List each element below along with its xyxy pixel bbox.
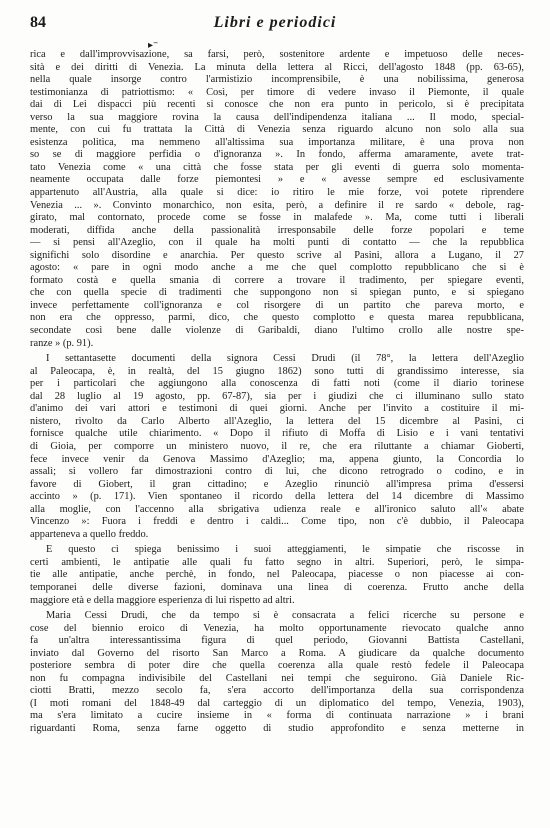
text-line: (I moti romani del 1848-49 dal carteggio di un diplomatico del tempo, Venezia, 1903), [30,697,524,709]
text-line: ma s'era limitato a cucire insieme in « forma di continuata narrazione » i brani [30,710,524,722]
text-line: ranze » (p. 91). [30,337,94,349]
text-line: sità e dei diritti di Venezia. La minuta della lettera al Ricci, dell'agosto 1848 (pp. 63-65), [30,61,524,73]
paragraph [30,610,524,735]
text-line: apparteneva a quello freddo. [30,528,149,540]
page-header [30,14,520,34]
text-line: Vincenzo »: Fuora i freddi e dentro i caldi... Come tipo, non c'è dubbio, il Paleocapa [30,516,524,528]
text-line: alla moglie, con l'accenno alla sbrigativa udienza reale e all'ironico saluto all'« abate [30,503,524,515]
text-line: significhi solo disordine e anarchia. Per questo scrive al Pasini, allora a Lugano, il 27 [30,249,524,261]
text-line: assalì; si vollero far dimostrazioni contro di lui, che dicono retrogrado o codino, e in [30,466,524,478]
text-line: fornisce qualche utile chiarimento. « Dopo il rifiuto di Moffa di Lisio e i vani tentativi [30,428,524,440]
text-line: per i particolari che aggiungono alla conoscenza di fatti noti (come il diario torinese [30,378,524,390]
text-line: — si pensi all'Azeglio, con il quale ha molti punti di contatto — che la repubblica [30,237,524,249]
paragraph [30,353,524,541]
text-line: secondate così bene dalle violenze di Garibaldi, diano l'ultimo crollo alle nostre spe- [30,325,524,337]
paragraph [30,544,524,607]
text-line: non era che oppresso, parmi, dico, che questo complotto e questa marea repubblicana, [30,312,524,324]
text-line: appartenuto all'Austria, alla quale si dice: io ritiro le mie forze, voi potete riprendere [30,187,524,199]
text-line: E questo ci spiega benissimo i suoi atteggiamenti, le simpatie che riscosse in [46,544,524,556]
text-body [30,49,524,736]
running-title: Libri e periodici [213,14,337,31]
text-line: dal 28 luglio al 19 agosto, pp. 67-87), sia per i giudizi che ci illuminano sullo stato [30,390,524,402]
text-line: cose del biennio eroico di Venezia, ha molto opportunamente rievocato qualche anno [30,622,524,634]
text-line: non fu compagna indivisibile del Castellani nei tempi che seguirono. Già Daniele Ric- [30,672,524,684]
text-line: Maria Cessi Drudi, che da tempo si è consacrata a felici ricerche su persone e [46,610,524,622]
text-line: posteriore sembra di poter dire che quella coerenza alla quale restò fedele il Paleocapa [30,660,524,672]
text-line: accinto » (p. 171). Vien spontaneo il ricordo della lettera del 14 dicembre di Massimo [30,491,524,503]
text-line: nistero, rivolto da Carlo Alberto all'Azeglio, la lettera del 15 dicembre al Pasini, ci [30,415,524,427]
text-line: Venezia ... ». Convinto monarchico, non esita, però, a definire il re sardo « debole, rag- [30,199,524,211]
text-line: invece perfettamente coll'ignoranza e col risorgere di un partito che pareva morto, e [30,299,524,311]
text-line: agosto: « pare in ogni modo anche a me che quel complotto repubblicano che si è [30,262,524,274]
text-line: ciotti Bratti, mezzo secolo fa, s'era accorto dell'importanza della sua corrispondenza [30,685,524,697]
text-line: rica e dall'improvvisazione, sa farsi, però, sostenitore ardente e impetuoso delle neces- [30,49,524,60]
text-line: nella quale insorge contro l'armistizio incomprensibile, è una nobilissima, generosa [30,74,524,86]
text-line: so se di maggiore perfidia o d'ignoranza ». In fondo, afferma amaramente, avete trat- [30,149,524,161]
text-line: formato costà e quella smania di correre a trovare il tradimento, per spiegare eventi, [30,274,524,286]
text-line: favore di Giobert, il gran cittadino; e Azeglio rinunciò all'impresa prima d'essersi [30,478,524,490]
text-line: riguardanti Roma, senza farne oggetto di studio approfondito e senza metterne in [30,722,524,734]
text-line: inviato dal Governo del risorto San Marco a Roma. A giudicare da qualche documento [30,647,524,659]
page-number: 84 [30,14,46,31]
text-line: testimonianza di patriottismo: « Così, per timore di vedere invaso il Piemonte, il quale [30,86,524,98]
text-line: al Paleocapa, è, in realtà, del 15 giugno 1862) sono tutti di grandissimo interesse, sia [30,365,524,377]
text-line: maggiore età e della maggiore esperienza di lui rispetto ad altri. [30,594,295,606]
text-line: fa un'altra interessantissima figura di quel periodo, Giovanni Battista Castellani, [30,635,524,647]
text-line: esistenza politica, ma nemmeno all'altissima sua importanza militare, è una prova non [30,136,524,148]
text-line: mente, con cui fu trattata la Città di Venezia senza riguardo alcuno non solo alla sua [30,124,524,136]
text-line: d'animo dei vari attori e testimoni di quei giorni. Anche per l'invito a costituire il mi- [30,403,524,415]
text-line: tato Venezia come « una città che fosse stata per gli eventi di guerra solo momenta- [30,161,524,173]
text-line: temporanei delle diverse fazioni, dominava una linea di coerenza. Frutto anche della [30,581,524,593]
paragraph [30,49,524,350]
text-line: girato, mal contornato, procede come se fosse in malafede ». Ma, come tutti i liberali [30,212,524,224]
text-line: verso la sua maggiore rovina la causa dell'indipendenza italiana ... Il modo, special- [30,111,524,123]
text-line: certi ambienti, le antipatie alle quali fu fatto segno in altri. Superiori, però, le simpa- [30,556,524,568]
text-line: dai di Lei dispacci più recenti si conosce che non era punto in pericolo, si è precipitata [30,99,524,111]
text-line: di Gioia, per comporre un ministero nuovo, il re, che era riluttante a chiamar Gioberti, [30,440,524,452]
text-line: che con quella specie di tradimenti che suppongono non si spiegan punto, e si spiegano [30,287,524,299]
text-line: I settantasette documenti della signora Cessi Drudi (il 78°, la lettera dell'Azeglio [46,353,524,365]
text-line: neamente occupata dalle forze piemontesi » e « avesse sempre ed esclusivamente [30,174,524,186]
text-line: fece invece venir da Genova Massimo d'Azeglio; ma, appena giunto, la Concordia lo [30,453,524,465]
text-line: moderati, diffida anche della passionalità irresponsabile delle forze popolari e teme [30,224,524,236]
scan-mark: ▸⁻ [148,40,159,51]
text-line: tie alle antipatie, anche perchè, in fondo, nel Paleocapa, piacesse o non piacesse ai con- [30,569,524,581]
